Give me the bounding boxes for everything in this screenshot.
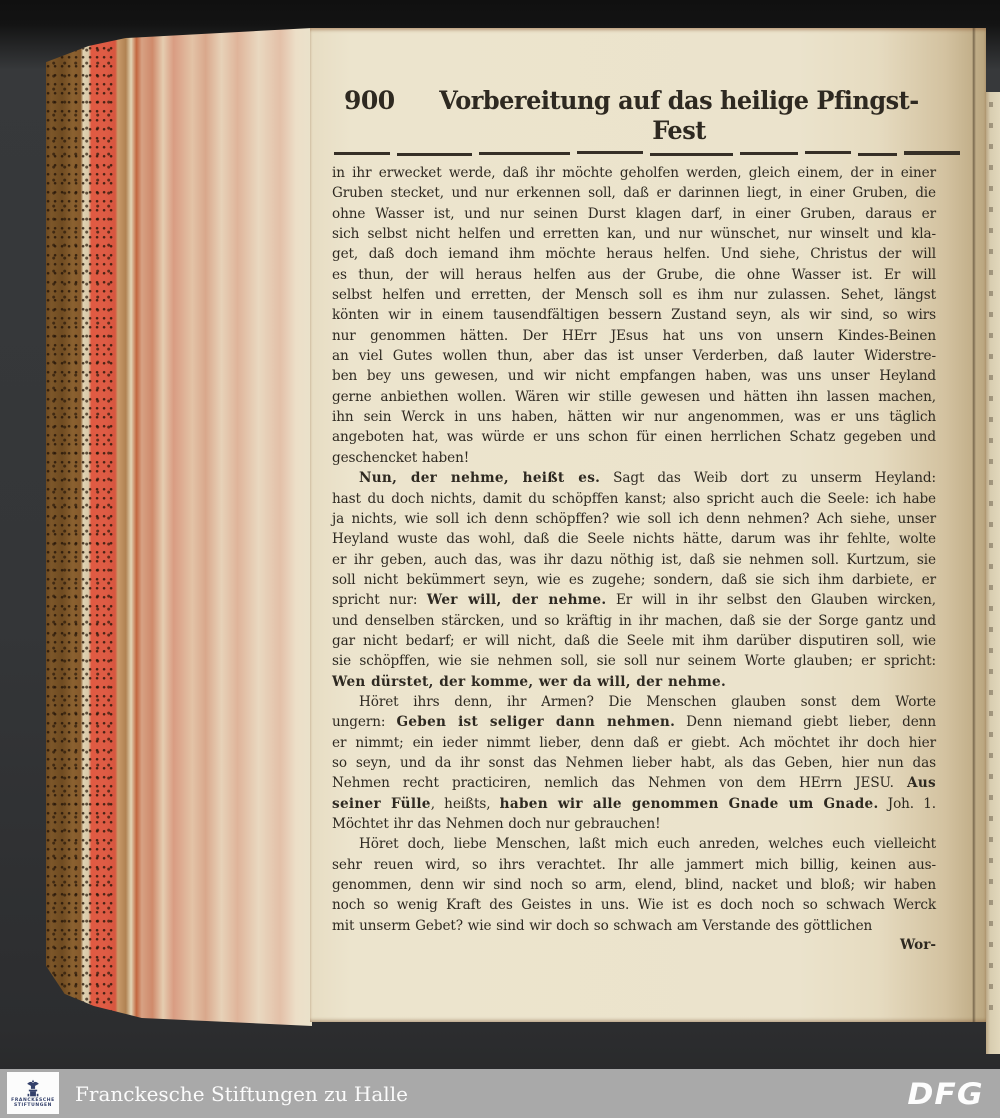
text-line: noch so wenig Kraft des Geistes in uns. Wie ist es doch noch so schwach Werck [332, 897, 936, 914]
rule-dash [740, 152, 798, 155]
book-page-edges [46, 28, 312, 1030]
facing-page-text-fragments [989, 102, 993, 1016]
viewer-footer [0, 1069, 1000, 1118]
text-line: ohne Wasser ist, und nur seinen Durst klagen darf, in einer Gruben, daraus er [332, 205, 936, 222]
text-line: an viel Gutes wollen thun, aber das ist unser Verderben, daß lauter Widerstre- [332, 348, 936, 365]
text-line: selbst helfen und erretten, der Mensch soll es ihm nur zulassen. Sehet, längst [332, 287, 936, 304]
text-line: gerne anbiethen wollen. Wären wir stille gewesen und hätten ihn lassen machen, [332, 388, 936, 405]
rule-dash [805, 151, 851, 154]
text-line: geschencket haben! [332, 449, 470, 466]
text-line: er nimmt; ein ieder nimmt lieber, denn daß er giebt. Ach möchtet ihr doch hier [332, 734, 936, 751]
facing-page-edge [986, 92, 1000, 1054]
text-line: sich selbst nicht helfen und erretten kan, und nur wünschet, nur winselt und kla- [332, 226, 936, 243]
text-line: sehr reuen wird, so ihrs verachtet. Ihr alle jammert mich billig, keinen aus- [332, 856, 936, 873]
franckesche-emblem-icon [23, 1078, 43, 1098]
text-line: ungern: Geben ist seliger dann nehmen. Denn niemand giebt lieber, denn [332, 714, 936, 731]
page-text [332, 163, 936, 936]
rule-dash [479, 152, 570, 155]
text-line: Nun, der nehme, heißt es. Sagt das Weib dort zu unserm Heyland: [359, 470, 936, 487]
text-line: spricht nur: Wer will, der nehme. Er will in ihr selbst den Glauben wircken, [332, 592, 936, 609]
text-line: Möchtet ihr das Nehmen doch nur gebrauchen! [332, 816, 661, 832]
text-line: Nehmen recht practiciren, nemlich das Nehmen von dem HErrn JESU. Aus [332, 775, 936, 792]
text-line: Gruben stecket, und nur erkennen soll, daß er darinnen liegt, in einer Gruben, die [332, 185, 936, 202]
header-rule [334, 151, 960, 155]
rule-dash [858, 153, 898, 156]
page-header [344, 86, 936, 144]
text-line: sie schöpffen, wie sie nehmen soll, sie soll nur seinem Worte glauben; er spricht: [332, 653, 936, 670]
page-title: Vorbereitung auf das heilige Pfingst-Fest [439, 84, 919, 146]
gutter-shadow [972, 28, 976, 1022]
text-line: genommen, denn wir sind noch so arm, elend, blind, nacket und bloß; wir haben [332, 877, 936, 894]
text-line: so seyn, und da ihr sonst das Nehmen lieber habt, als das Geben, hier nun das [332, 754, 936, 771]
rule-dash [397, 153, 472, 156]
text-line: er ihr geben, auch das, was ihr dazu nöthig ist, daß sie nehmen soll. Kurtzum, sie [332, 551, 936, 568]
text-line: soll nicht bekümmert seyn, wie es zugehe; sondern, daß sie sich ihm darbiete, er [332, 571, 936, 588]
text-line: mit unserm Gebet? wie sind wir doch so schwach am Verstande des göttlichen [332, 917, 873, 934]
rule-dash [577, 151, 643, 154]
text-line: könten wir in einem tausendfältigen bessern Zustand seyn, als wir sind, so wirs [332, 307, 936, 324]
text-line: in ihr erwecket werde, daß ihr möchte geholfen werden, gleich einem, der in einer [332, 165, 936, 181]
rule-dash [650, 153, 733, 156]
rule-dash [904, 151, 960, 155]
text-line: hast du doch nichts, damit du schöpffen kanst; also spricht auch die Seele: ich habe [332, 490, 936, 507]
book-cover-edge [46, 28, 115, 1030]
text-line: get, daß doch iemand ihm möchte heraus helfen. Und siehe, Christus der will [332, 246, 936, 263]
book-page [310, 28, 986, 1022]
text-line: angeboten hat, was würde er uns schon für einen herrlichen Schatz gegeben und [332, 429, 936, 446]
rule-dash [334, 152, 390, 155]
franckesche-logo-text-line2: STIFTUNGEN [13, 1103, 53, 1108]
institution-name: Franckesche Stiftungen zu Halle [75, 1081, 408, 1106]
franckesche-logo-text-line1: FRANCKESCHE [11, 1097, 55, 1103]
text-line: Wen dürstet, der komme, wer da will, der nehme. [332, 673, 726, 690]
dfg-logo: DFG [907, 1076, 984, 1111]
text-line: Höret ihrs denn, ihr Armen? Die Menschen glauben sonst dem Worte [359, 693, 936, 710]
page-number: 900 [344, 86, 395, 115]
catchword: Wor- [899, 937, 936, 954]
text-line: ben bey uns gewesen, und wir nicht empfangen haben, was uns unser Heyland [332, 368, 936, 385]
text-line: Höret doch, liebe Menschen, laßt mich euch anreden, welches euch vielleicht [359, 836, 936, 853]
text-line: gar nicht bedarf; er will nicht, daß die Seele mit ihm darüber disputiren soll, wie [332, 632, 936, 649]
text-line: seiner Fülle, heißts, haben wir alle genommen Gnade um Gnade. Joh. 1. [332, 795, 937, 812]
text-line: Heyland wuste das wohl, daß die Seele nichts hätte, darum was ihr fehlte, wolte [332, 531, 936, 548]
text-line: ja nichts, wie soll ich denn schöpffen? wie soll ich denn nehmen? Ach siehe, unser [332, 510, 936, 527]
text-line: es thun, der will heraus helfen aus der Grube, die ohne Wasser ist. Er will [332, 266, 936, 283]
text-line: nur genommen hätten. Der HErr JEsus hat uns von unsern Kindes-Beinen [332, 327, 936, 344]
text-line: und denselben stärcken, und so kräftig in ihr machen, daß sie der Sorge gantz und [332, 612, 936, 629]
franckesche-logo [7, 1072, 59, 1114]
text-line: ihn sein Werck in uns haben, hätten wir nur angenommen, was er uns täglich [332, 409, 936, 426]
